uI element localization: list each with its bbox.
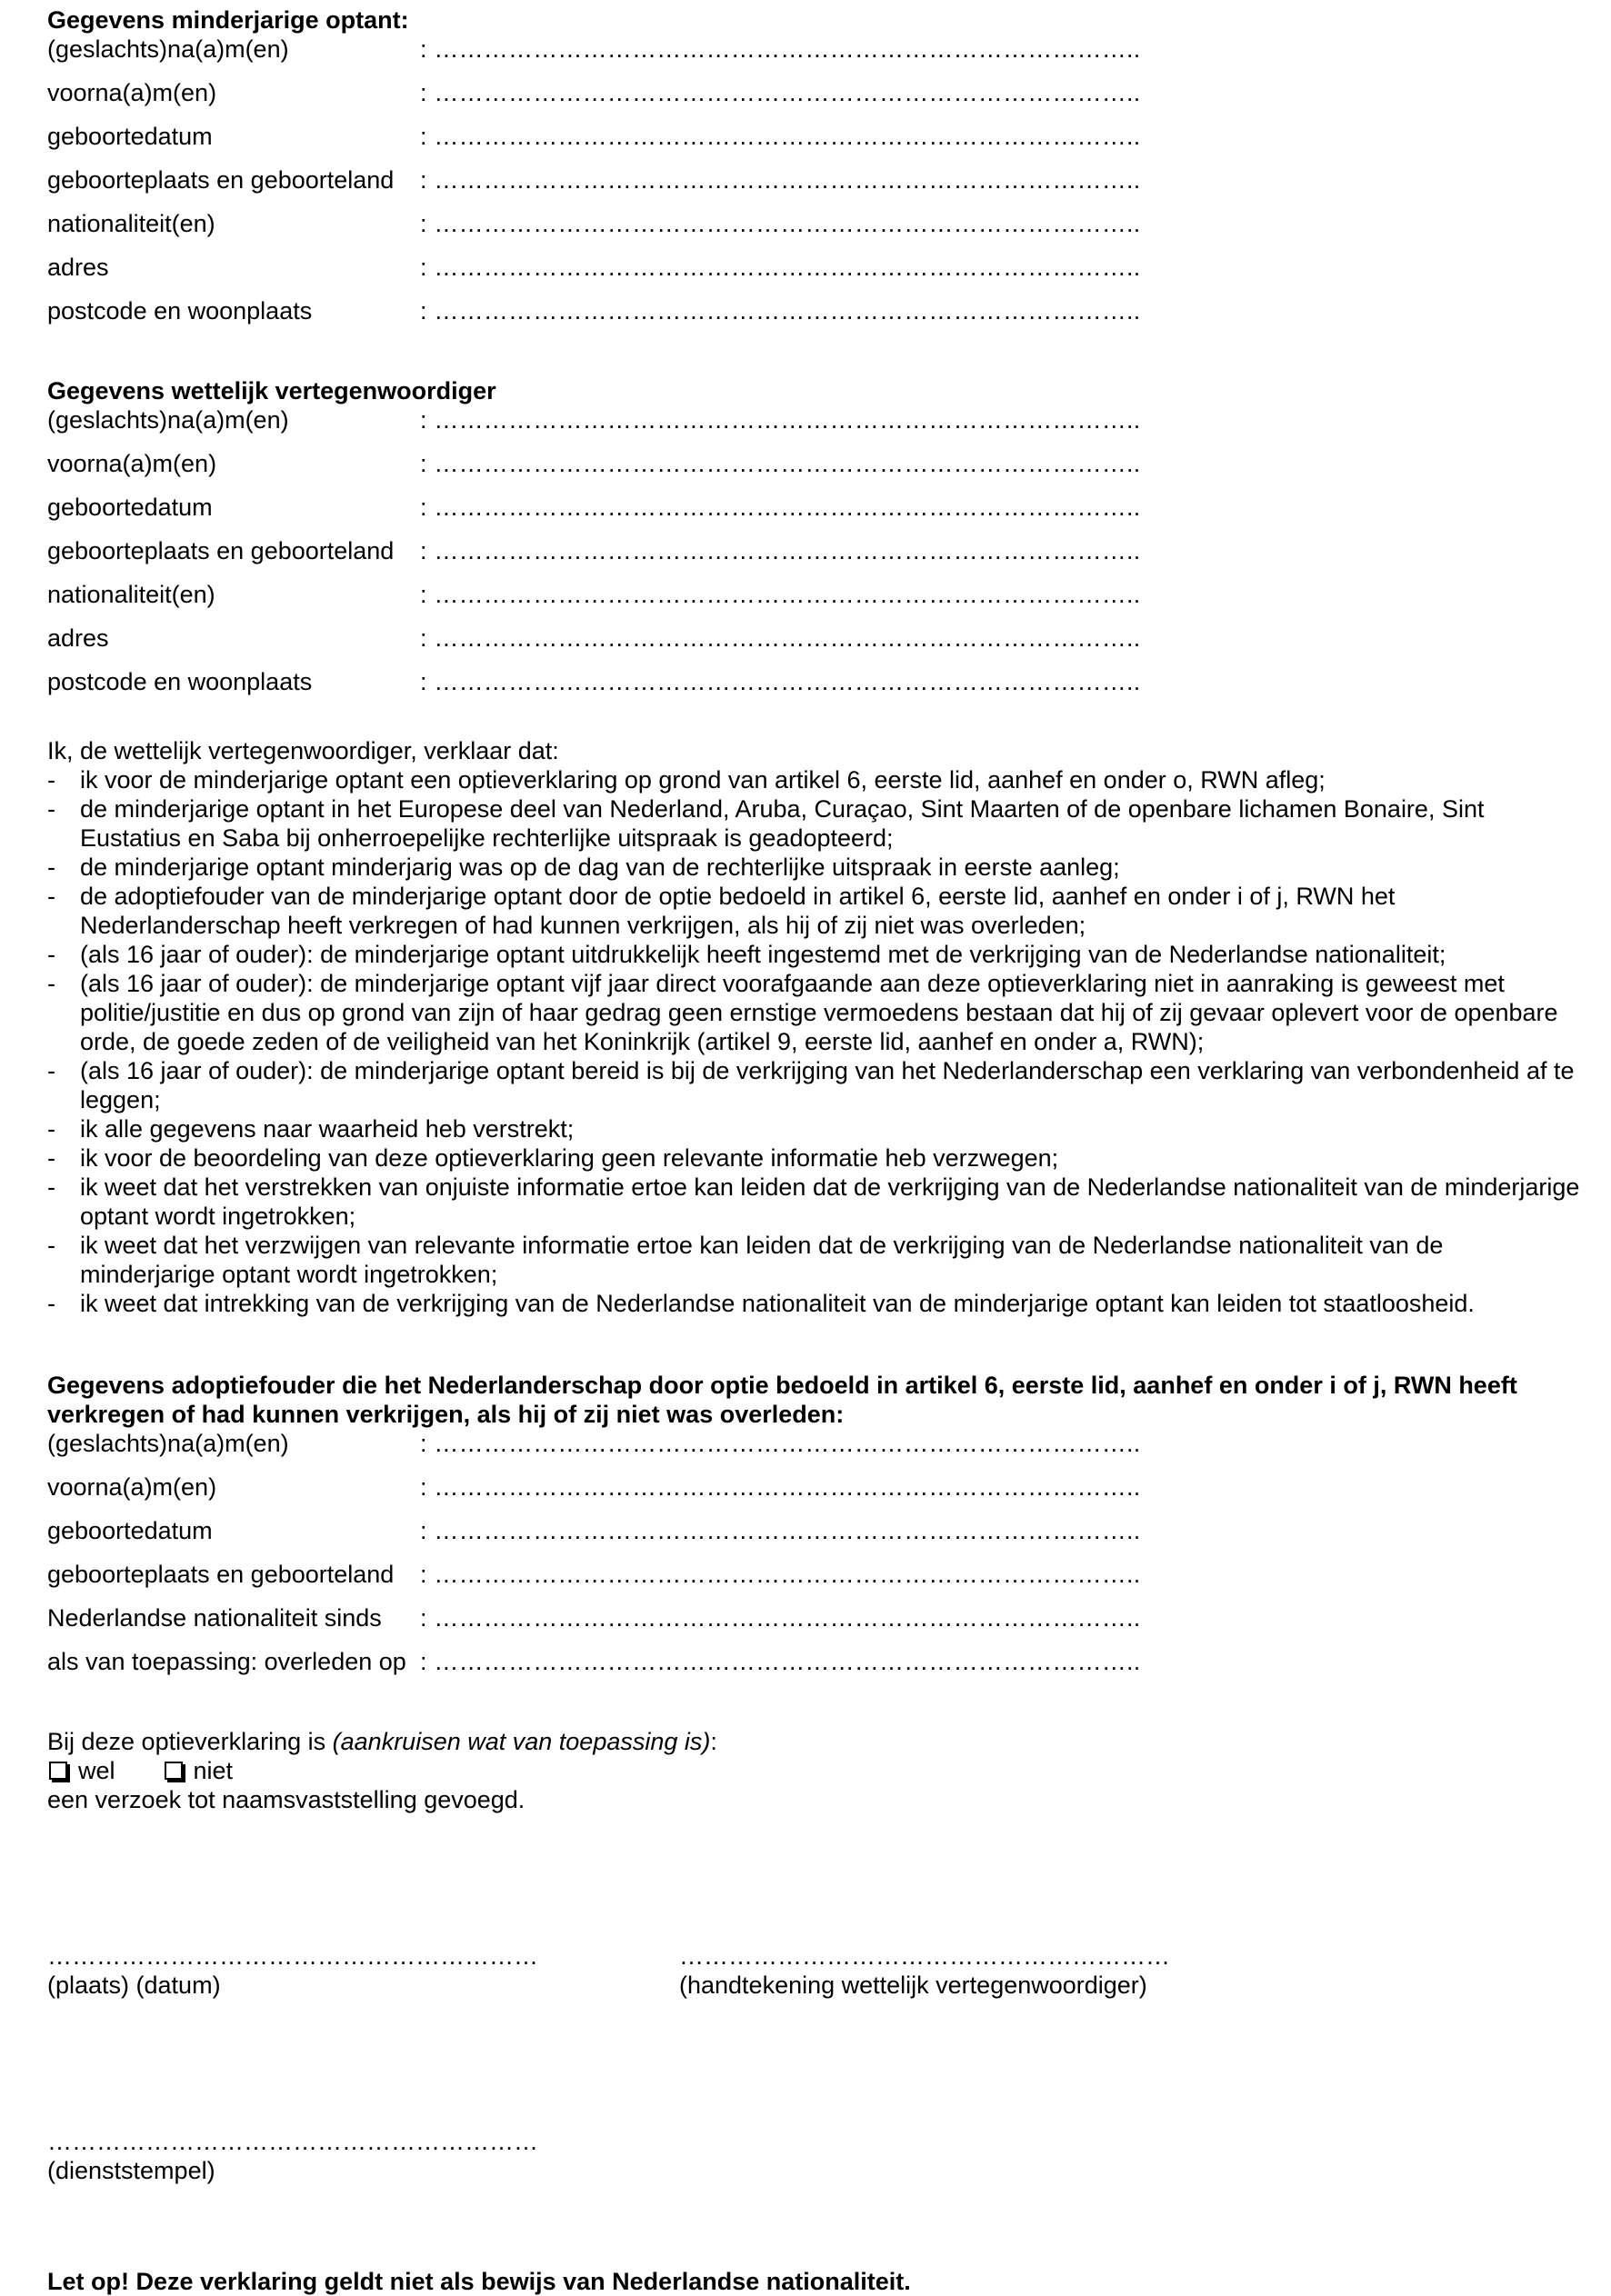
optant-field-address: [47, 253, 1584, 296]
name-request-section: [47, 1727, 1584, 1814]
declaration-item: - ik alle gegevens naar waarheid heb verstrekt;: [47, 1114, 1584, 1143]
representative-field-nationality: [47, 580, 1584, 624]
place-date-label: (plaats) (datum): [47, 1972, 221, 1999]
declaration-item: - ik voor de beoordeling van deze optieverklaring geen relevante informatie heb verzwegen;: [47, 1143, 1584, 1173]
stamp-label: (dienststempel): [47, 2157, 215, 2184]
declaration-list: [47, 765, 1584, 1318]
field-fill-line[interactable]: : …………………………………………………………………………..: [420, 1561, 1141, 1588]
option-yes[interactable]: [47, 1756, 115, 1785]
field-label: nationaliteit(en): [47, 581, 215, 608]
optant-section-title: Gegevens minderjarige optant:: [47, 6, 409, 34]
declaration-item: - (als 16 jaar of ouder): de minderjarige optant bereid is bij de verkrijging van het Nederlanderschap een verklaring van verbondenheid af te leggen;: [47, 1056, 1584, 1114]
option-no[interactable]: [163, 1756, 234, 1785]
representative-field-firstname: [47, 449, 1584, 493]
field-fill-line[interactable]: : …………………………………………………………………………..: [420, 79, 1141, 106]
field-label: geboortedatum: [47, 1517, 213, 1544]
field-label: geboorteplaats en geboorteland: [47, 537, 395, 564]
field-fill-line[interactable]: : …………………………………………………………………………..: [420, 1604, 1141, 1632]
representative-field-postcode: [47, 667, 1584, 711]
field-label: (geslachts)na(a)m(en): [47, 406, 289, 434]
checkbox-yes[interactable]: [49, 1762, 67, 1780]
field-fill-line[interactable]: : …………………………………………………………………………..: [420, 450, 1141, 477]
signature-row: [47, 1942, 1584, 2000]
optant-field-birthdate: [47, 122, 1584, 165]
adoptive-parent-field-deceased-on: [47, 1647, 1584, 1691]
field-label: (geslachts)na(a)m(en): [47, 35, 289, 63]
field-fill-line[interactable]: : …………………………………………………………………………..: [420, 254, 1141, 281]
disclaimer-note: Let op! Deze verklaring geldt niet als bewijs van Nederlandse nationaliteit.: [47, 2268, 911, 2295]
optant-field-birthplace: [47, 165, 1584, 209]
field-label: voorna(a)m(en): [47, 450, 217, 477]
field-fill-line[interactable]: : …………………………………………………………………………..: [420, 166, 1141, 194]
field-fill-line[interactable]: : …………………………………………………………………………..: [420, 1648, 1141, 1675]
adoptive-parent-section-title: Gegevens adoptiefouder die het Nederlanderschap door optie bedoeld in artikel 6, eerste lid, aanhef en onder i of j, RWN heeft verkregen of had kunnen verkrijgen, als hij of zij niet was overleden:: [47, 1372, 1517, 1428]
option-yes-label: wel: [78, 1757, 115, 1784]
field-fill-line[interactable]: : …………………………………………………………………………..: [420, 210, 1141, 237]
field-label: adres: [47, 624, 109, 652]
field-label: als van toepassing: overleden op: [47, 1648, 406, 1675]
representative-section: [47, 376, 1584, 711]
field-label: Nederlandse nationaliteit sinds: [47, 1604, 382, 1632]
field-fill-line[interactable]: : …………………………………………………………………………..: [420, 537, 1141, 564]
optant-field-surname: [47, 35, 1584, 78]
field-fill-line[interactable]: : …………………………………………………………………………..: [420, 1473, 1141, 1501]
representative-field-surname: [47, 405, 1584, 449]
stamp-block: [47, 2127, 1584, 2185]
adoptive-parent-field-birthdate: [47, 1516, 1584, 1560]
declaration-item: - de adoptiefouder van de minderjarige optant door de optie bedoeld in artikel 6, eerste lid, aanhef en onder i of j, RWN het Nederlanderschap heeft verkregen of had kunnen verkrijgen, als hij of zij niet was overleden;: [47, 882, 1584, 940]
representative-field-address: [47, 624, 1584, 667]
stamp-fill-line[interactable]: ……………………………………………………: [47, 2128, 538, 2155]
field-label: (geslachts)na(a)m(en): [47, 1430, 289, 1457]
field-fill-line[interactable]: : …………………………………………………………………………..: [420, 581, 1141, 608]
name-request-options: [47, 1756, 1584, 1785]
declaration-item: - de minderjarige optant in het Europese deel van Nederland, Aruba, Curaçao, Sint Maarten of de openbare lichamen Bonaire, Sint Eustatius en Saba bij onherroepelijke rechterlijke uitspraak is geadopteerd;: [47, 794, 1584, 853]
field-label: geboorteplaats en geboorteland: [47, 166, 395, 194]
field-label: voorna(a)m(en): [47, 79, 217, 106]
optant-section: [47, 5, 1584, 340]
signature-fill-line[interactable]: ……………………………………………………: [679, 1942, 1170, 1970]
adoptive-parent-section: [47, 1371, 1584, 1691]
place-date-fill-line[interactable]: ……………………………………………………: [47, 1942, 538, 1970]
declaration-section: [47, 736, 1584, 1318]
field-label: postcode en woonplaats: [47, 297, 313, 324]
declaration-item: - ik weet dat intrekking van de verkrijging van de Nederlandse nationaliteit van de minderjarige optant kan leiden tot staatloosheid.: [47, 1289, 1584, 1318]
declaration-item: - (als 16 jaar of ouder): de minderjarige optant vijf jaar direct voorafgaande aan deze optieverklaring niet in aanraking is geweest met politie/justitie en dus op grond van zijn of haar gedrag geen ernstige vermoedens bestaan dat hij of zij gevaar oplevert voor de openbare orde, de goede zeden of de veiligheid van het Koninkrijk (artikel 9, eerste lid, aanhef en onder a, RWN);: [47, 969, 1584, 1056]
field-fill-line[interactable]: : …………………………………………………………………………..: [420, 668, 1141, 695]
declaration-item: - de minderjarige optant minderjarig was op de dag van de rechterlijke uitspraak in eerste aanleg;: [47, 853, 1584, 882]
representative-field-birthdate: [47, 493, 1584, 536]
optant-field-nationality: [47, 209, 1584, 253]
field-fill-line[interactable]: : …………………………………………………………………………..: [420, 494, 1141, 521]
name-request-intro-suffix: :: [710, 1728, 717, 1755]
place-date-block: [47, 1942, 679, 2000]
field-fill-line[interactable]: : …………………………………………………………………………..: [420, 406, 1141, 434]
field-label: adres: [47, 254, 109, 281]
field-fill-line[interactable]: : …………………………………………………………………………..: [420, 1517, 1141, 1544]
declaration-item: - ik weet dat het verzwijgen van relevante informatie ertoe kan leiden dat de verkrijging van de Nederlandse nationaliteit van de minderjarige optant wordt ingetrokken;: [47, 1231, 1584, 1289]
field-label: postcode en woonplaats: [47, 668, 313, 695]
signature-label: (handtekening wettelijk vertegenwoordiger): [679, 1972, 1147, 1999]
declaration-item: - ik weet dat het verstrekken van onjuiste informatie ertoe kan leiden dat de verkrijging van de Nederlandse nationaliteit van de minderjarige optant wordt ingetrokken;: [47, 1173, 1584, 1231]
field-label: nationaliteit(en): [47, 210, 215, 237]
checkbox-no[interactable]: [165, 1762, 183, 1780]
adoptive-parent-field-birthplace: [47, 1560, 1584, 1603]
field-fill-line[interactable]: : …………………………………………………………………………..: [420, 35, 1141, 63]
declaration-item: - ik voor de minderjarige optant een optieverklaring op grond van artikel 6, eerste lid, aanhef en onder o, RWN afleg;: [47, 765, 1584, 794]
name-request-outro: een verzoek tot naamsvaststelling gevoegd.: [47, 1786, 525, 1813]
field-fill-line[interactable]: : …………………………………………………………………………..: [420, 624, 1141, 652]
field-label: geboortedatum: [47, 123, 213, 150]
field-label: geboorteplaats en geboorteland: [47, 1561, 395, 1588]
name-request-intro-prefix: Bij deze optieverklaring is: [47, 1728, 333, 1755]
declaration-item: - (als 16 jaar of ouder): de minderjarige optant uitdrukkelijk heeft ingestemd met de verkrijging van de Nederlandse nationaliteit;: [47, 940, 1584, 969]
optant-field-firstname: [47, 78, 1584, 122]
optant-field-postcode: [47, 296, 1584, 340]
adoptive-parent-field-nationality-since: [47, 1603, 1584, 1647]
representative-field-birthplace: [47, 536, 1584, 580]
field-fill-line[interactable]: : …………………………………………………………………………..: [420, 1430, 1141, 1457]
option-no-label: niet: [193, 1757, 234, 1784]
field-fill-line[interactable]: : …………………………………………………………………………..: [420, 297, 1141, 324]
field-label: voorna(a)m(en): [47, 1473, 217, 1501]
form-page: [47, 5, 1584, 2296]
signature-block: [679, 1942, 1311, 2000]
adoptive-parent-field-surname: [47, 1429, 1584, 1472]
field-fill-line[interactable]: : …………………………………………………………………………..: [420, 123, 1141, 150]
field-label: geboortedatum: [47, 494, 213, 521]
representative-section-title: Gegevens wettelijk vertegenwoordiger: [47, 377, 496, 404]
adoptive-parent-field-firstname: [47, 1472, 1584, 1516]
name-request-intro: [47, 1727, 1584, 1756]
declaration-intro: Ik, de wettelijk vertegenwoordiger, verklaar dat:: [47, 737, 559, 764]
name-request-instruction: (aankruisen wat van toepassing is): [332, 1728, 711, 1755]
